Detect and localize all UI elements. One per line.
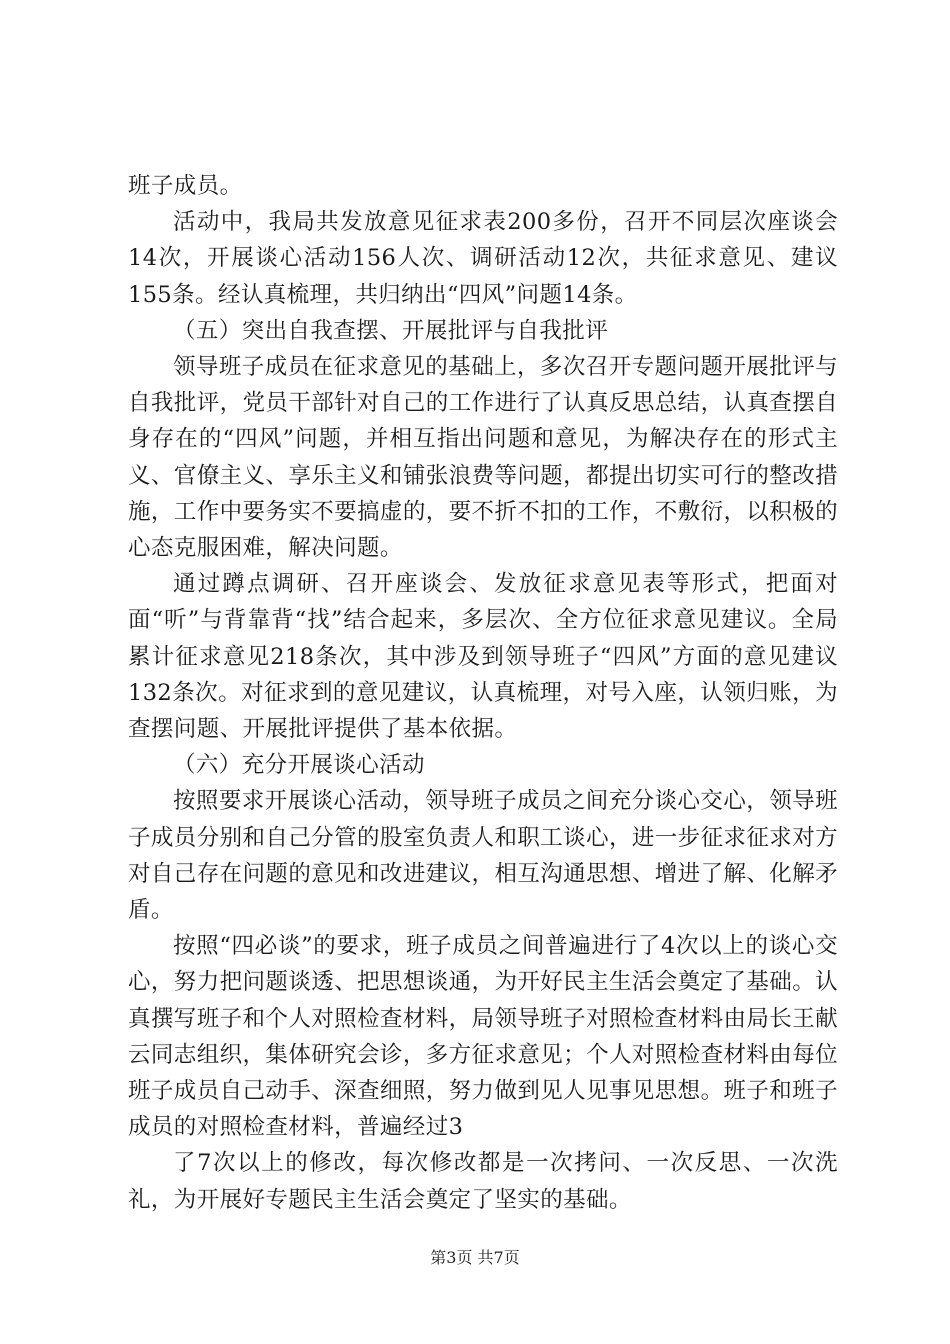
paragraph-6: 按照“四必谈”的要求，班子成员之间普遍进行了4次以上的谈心交心，努力把问题谈透、把思想谈通，为开好民主生活会奠定了基础。认真撰写班子和个人对照检查材料，局领导班子对照检查材料由局长王献云同志组织，集体研究会诊，多方征求意见；个人对照检查材料由每位班子成员自己动手、深查细照，努力做到见人见事见思想。班子和班子成员的对照检查材料，普遍经过3: [128, 933, 838, 1141]
paragraph-5: 按照要求开展谈心活动，领导班子成员之间充分谈心交心，领导班子成员分别和自己分管的股室负责人和职工谈心，进一步征求征求对方对自己存在问题的意见和改进建议，相互沟通思想、增进了解、化解矛盾。: [128, 788, 838, 924]
section-heading-6: （六）充分开展谈心活动: [173, 752, 425, 779]
paragraph-4: 通过蹲点调研、召开座谈会、发放征求意见表等形式，把面对面“听”与背靠背“找”结合起来，多层次、全方位征求意见建议。全局累计征求意见218条次，其中涉及到领导班子“四风”方面的意见建议132条次。对征求到的意见建议，认真梳理，对号入座，认领归账，为查摆问题、开展批评提供了基本依据。: [128, 571, 838, 743]
section-heading-5: （五）突出自我查摆、开展批评与自我批评: [173, 317, 609, 344]
paragraph-7: 了7次以上的修改，每次修改都是一次拷问、一次反思、一次洗礼，为开展好专题民主生活会奠定了坚实的基础。: [128, 1150, 838, 1213]
paragraph-2: 活动中，我局共发放意见征求表200多份，召开不同层次座谈会14次，开展谈心活动156人次、调研活动12次，共征求意见、建议155条。经认真梳理，共归纳出“四风”问题14条。: [128, 209, 838, 308]
paragraph-1: 班子成员。: [128, 173, 243, 199]
page-footer: 第3页 共7页: [430, 1248, 520, 1267]
paragraph-3: 领导班子成员在征求意见的基础上，多次召开专题问题开展批评与自我批评，党员干部针对自己的工作进行了认真反思总结，认真查摆自身存在的“四风”问题，并相互指出问题和意见，为解决存在的形式主义、官僚主义、享乐主义和铺张浪费等问题，都提出切实可行的整改措施，工作中要务实不要搞虚的，要不折不扣的工作，不敷衍，以积极的心态克服困难，解决问题。: [128, 354, 838, 562]
document-body: [128, 168, 838, 1218]
